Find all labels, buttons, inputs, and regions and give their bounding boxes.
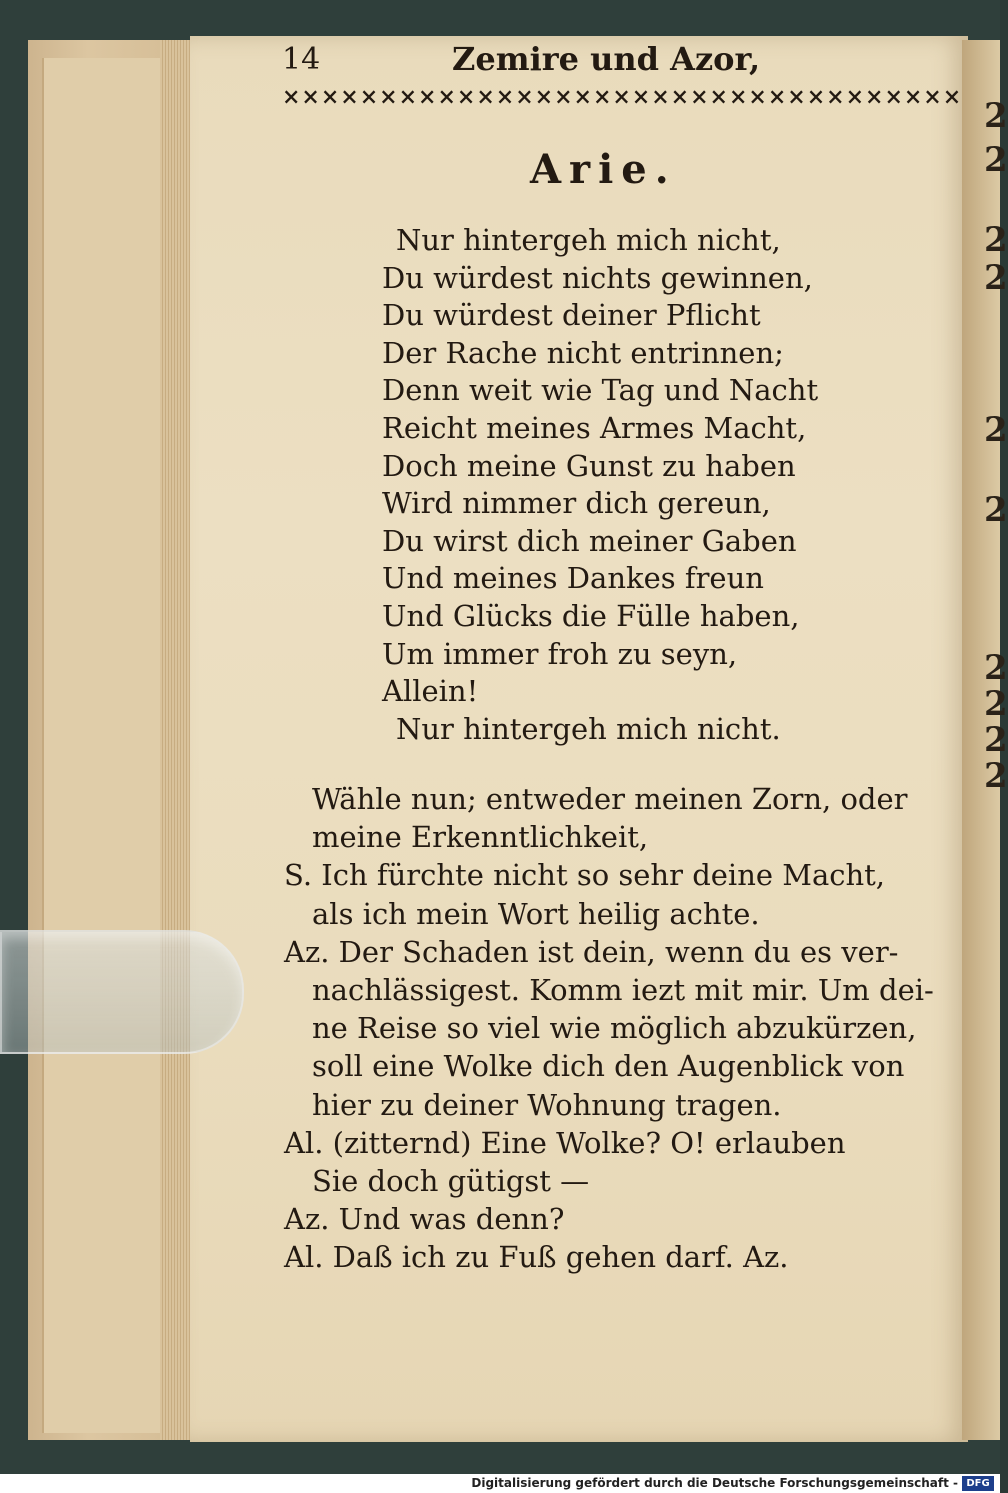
verse-line: Und Glücks die Fülle haben,: [382, 598, 800, 633]
verse-line: Reicht meines Armes Macht,: [382, 410, 807, 445]
verse-line: Du würdest deiner Pflicht: [382, 298, 761, 333]
prose-line: als ich mein Wort heilig achte.: [312, 896, 760, 931]
verse-line: Du würdest nichts gewinnen,: [382, 260, 813, 295]
book-cover-left: [28, 40, 178, 1440]
verse-line: Denn weit wie Tag und Nacht: [382, 373, 819, 408]
prose-line: Wähle nun; entweder meinen Zorn, oder: [312, 782, 908, 816]
prose-line: meine Erkenntlichkeit,: [312, 820, 649, 855]
prose-line: Az. Der Schaden ist dein, wenn du es ver-: [284, 934, 899, 969]
prose-line: Al. Daß ich zu Fuß gehen darf. Az.: [284, 1240, 789, 1275]
prose-line: ne Reise so viel wie möglich abzukürzen,: [312, 1011, 917, 1046]
verse-line: Allein!: [382, 674, 479, 709]
prose-line: Al. (zitternd) Eine Wolke? O! erlauben: [284, 1125, 846, 1160]
prose-line: soll eine Wolke dich den Augenblick von: [312, 1049, 905, 1084]
dialogue-text: [284, 780, 934, 1276]
verse-line: Du wirst dich meiner Gaben: [382, 523, 797, 558]
dfg-logo: DFG: [962, 1476, 994, 1491]
aria-verse: [382, 222, 818, 748]
facing-page-glyph: 2: [984, 684, 1008, 724]
prose-line: hier zu deiner Wohnung tragen.: [312, 1087, 782, 1122]
facing-page-glyph: 2: [984, 258, 1008, 298]
prose-line: Sie doch gütigst —: [312, 1163, 590, 1198]
page-edges: [160, 40, 192, 1440]
prose-line: nachlässigest. Komm iezt mit mir. Um dei-: [312, 972, 934, 1007]
verse-line: Der Rache nicht entrinnen;: [382, 335, 784, 370]
facing-page-glyph: 2: [984, 756, 1008, 796]
funding-credit: Digitalisierung gefördert durch die Deutsche Forschungsgemeinschaft -: [471, 1476, 958, 1490]
verse-line: Und meines Dankes freun: [382, 561, 764, 596]
facing-page-glyph: 2: [984, 220, 1008, 260]
facing-page-glyph: 2: [984, 648, 1008, 688]
facing-page-glyph: 2: [984, 410, 1008, 450]
verse-line: Doch meine Gunst zu haben: [382, 448, 796, 483]
prose-line: S. Ich fürchte nicht so sehr deine Macht,: [284, 858, 886, 893]
facing-page-glyph: 2: [984, 720, 1008, 760]
verse-line: Nur hintergeh mich nicht,: [396, 223, 781, 257]
page-holder-clip: [0, 930, 244, 1054]
running-title: Zemire und Azor,: [452, 40, 761, 78]
facing-page-glyph: 2: [984, 140, 1008, 180]
facing-page-glyph: 2: [984, 96, 1008, 136]
verse-line: Nur hintergeh mich nicht.: [396, 711, 781, 746]
verse-line: Um immer froh zu seyn,: [382, 636, 738, 671]
prose-line: Az. Und was denn?: [284, 1202, 565, 1237]
ornament-rule: ×××××××××××××××××××××××××××××××××××: [282, 84, 963, 110]
facing-page-glyph: 2: [984, 490, 1008, 530]
verse-line: Wird nimmer dich gereun,: [382, 486, 771, 521]
footer-bar: [0, 1474, 1000, 1493]
section-heading: Arie.: [530, 146, 677, 193]
page-number: 14: [282, 42, 321, 77]
